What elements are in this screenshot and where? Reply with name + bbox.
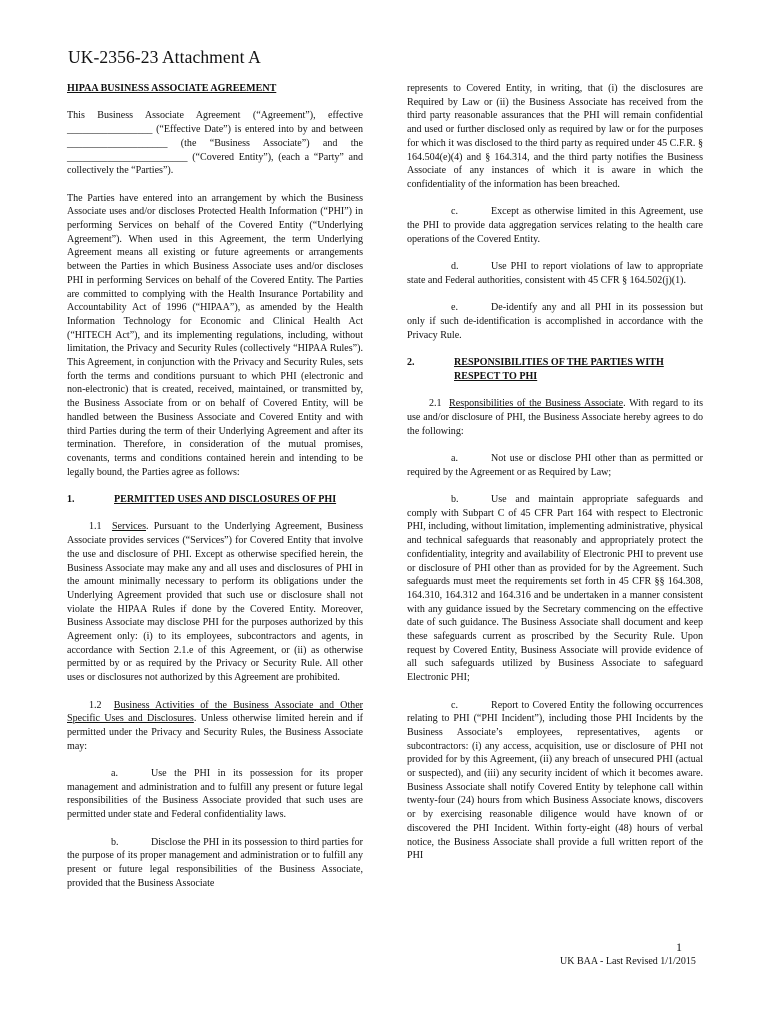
intro-paragraph: This Business Associate Agreement (“Agreement”), effective _________________ (“Effective Date”) is entered into by and between ____________________ (the “Business Associate”) and the ________________________ (“Covered Entity”), (each a “Party” and collectively the “Parties”). bbox=[67, 110, 363, 177]
section-1-2-body: . Unless otherwise limited herein and if permitted under the Privacy and Security Rules, the Business Associate may: bbox=[67, 713, 364, 752]
section-1-1-title: Services bbox=[111, 521, 146, 533]
left-column bbox=[67, 82, 363, 904]
section-2-1-body: . With regard to its use and/or disclosure of PHI, the Business Associate hereby agrees to do the following: bbox=[407, 398, 703, 437]
section-1-2 bbox=[67, 699, 363, 754]
clause-body: De-identify any and all PHI in its possession but only if such de-identification is accomplished in accordance with the Privacy Rule. bbox=[407, 302, 703, 341]
page-number: 1 bbox=[676, 940, 682, 954]
clause-body: Use PHI to report violations of law to appropriate state and Federal authorities, consistent with 45 CFR § 164.502(j)(1). bbox=[407, 261, 703, 286]
section-2-1 bbox=[407, 397, 703, 438]
clause-label: c. bbox=[451, 699, 458, 711]
clause-label: b. bbox=[111, 836, 119, 848]
section-1-2-title: Business Activities of the Business Associate and Other Specific Uses and Disclosures bbox=[67, 699, 364, 725]
section-2-heading bbox=[407, 356, 703, 383]
clause-1-2-b bbox=[67, 836, 363, 891]
revision-footer: UK BAA - Last Revised 1/1/2015 bbox=[560, 956, 696, 967]
section-2-1-number: 2.1 bbox=[429, 398, 442, 410]
section-1-2-number: 1.2 bbox=[89, 699, 102, 711]
clause-body: Disclose the PHI in its possession to third parties for the purpose of its proper management and administration or to fulfill any present or future legal responsibilities of the Business Associate, provided that the Business Associate bbox=[67, 836, 363, 889]
clause-1-2-c bbox=[407, 205, 703, 246]
section-1-1 bbox=[67, 520, 363, 684]
clause-1-2-a bbox=[67, 767, 363, 822]
clause-1-2-d bbox=[407, 260, 703, 287]
clause-label: a. bbox=[111, 768, 118, 780]
clause-1-2-b-continued: represents to Covered Entity, in writing, that (i) the disclosures are Required by Law or (ii) the Business Associate has received from the third party reasonable assurances that the PHI will remain confidential and used or further disclosed only as required by law or for the purposes for which it was disclosed to the third party as required under 45 C.F.R. § 164.504(e)(4) and § 164.314, and the third party notifies the Business Associate of any instances of which it is aware in which the confidentiality of the information has been breached. bbox=[407, 83, 703, 190]
document-title: UK-2356-23 Attachment A bbox=[68, 47, 261, 67]
section-2-number: 2. bbox=[407, 357, 415, 368]
recital-paragraph: The Parties have entered into an arrangement by which the Business Associate uses and/or discloses Protected Health Information (“PHI”) in performing Services on behalf of the Covered Entity (“Underlying Agreement”). When used in this Agreement, the term Underlying Agreement means all existing or future agreements or arrangements between the Parties in which Business Associate uses and/or discloses PHI in performing Services on behalf of the Covered Entity. The Parties are committed to complying with the Health Insurance Portability and Accountability Act of 1996 (“HIPAA”), as amended by the Health Information Technology for Economic and Clinical Health Act (“HITECH Act”), and its implementing regulations, including, without limitation, the Privacy and Security Rules (collectively “HIPAA Rules”). This Agreement, in conjunction with the Privacy and Security Rules, sets forth the terms and conditions pursuant to which PHI (electronic and non-electronic) that is created, received, maintained, or transmitted by, the Business Associate from or on behalf of Covered Entity, will be handled between the Business Associate and Covered Entity and with third Parties during the term of their Underlying Agreement and after its termination. Therefore, in consideration of the mutual promises, covenants, terms and conditions contained herein and intending to be legally bound, the Parties agree as follows: bbox=[67, 192, 363, 478]
section-1-1-body: . Pursuant to the Underlying Agreement, Business Associate provides services (“Services”) for Covered Entity that involve the use and disclosure of PHI. Except as otherwise specified herein, the Business Associate may make any and all uses and disclosures of PHI in the amount minimally necessary to perform its obligations under the Underlying Agreement provided that such use or disclosure shall not violate the HIPAA Rules if done by the Covered Entity. Moreover, Business Associate may disclose PHI for the purposes authorized by this Agreement only: (i) to its employees, subcontractors and agents, in accordance with Section 2.1.e of this Agreement, or (ii) as otherwise permitted by or as required by the Privacy or Security Rule. All other uses or disclosures not authorized by this Agreement are prohibited. bbox=[67, 521, 363, 684]
clause-label: e. bbox=[451, 302, 458, 314]
agreement-heading: HIPAA BUSINESS ASSOCIATE AGREEMENT bbox=[67, 83, 277, 94]
clause-2-1-c bbox=[407, 699, 703, 863]
clause-label: d. bbox=[451, 261, 459, 273]
right-column bbox=[407, 82, 703, 877]
clause-body: Use the PHI in its possession for its proper management and administration and to fulfill any present or future legal responsibilities of the Business Associate provided that such uses are permitted under state and Federal confidentiality laws. bbox=[67, 768, 363, 821]
clause-1-2-e bbox=[407, 301, 703, 342]
clause-label: a. bbox=[451, 452, 458, 464]
clause-body: Not use or disclose PHI other than as permitted or required by the Agreement or as Required by Law; bbox=[407, 452, 703, 478]
section-1-heading bbox=[67, 493, 363, 507]
clause-label: c. bbox=[451, 206, 458, 218]
clause-2-1-a bbox=[407, 452, 703, 479]
clause-body: Use and maintain appropriate safeguards and comply with Subpart C of 45 CFR Part 164 with respect to Electronic PHI, including, without limitation, implementing administrative, physical and technical safeguards that reasonably and appropriately protect the confidentiality, integrity and availability of Electronic PHI to prevent use or disclosure of PHI other than as provided for by the Agreement. Such safeguards must meet the requirements set forth in 45 CFR §§ 164.308, 164.310, 164.312 and 164.316 and be undertaken in a manner consistent with any guidance issued by the Secretary commencing on the effective date of such guidance. The Business Associate shall document and keep these safeguards current as proscribed by the Security Rule. Upon request by Covered Entity, Business Associate will provide evidence of all such safeguards utilized by Business Associate to safeguard Electronic PHI; bbox=[407, 493, 703, 684]
section-1-1-number: 1.1 bbox=[89, 521, 102, 533]
section-2-title: RESPONSIBILITIES OF THE PARTIES WITH RESPECT TO PHI bbox=[454, 357, 664, 382]
clause-body: Except as otherwise limited in this Agreement, use the PHI to provide data aggregation services relating to the health care operations of the Covered Entity. bbox=[407, 206, 703, 245]
section-1-title: PERMITTED USES AND DISCLOSURES OF PHI bbox=[114, 494, 337, 506]
clause-2-1-b bbox=[407, 493, 703, 685]
clause-body: Report to Covered Entity the following occurrences relating to PHI (“PHI Incident”), including those PHI Incidents by the Business Associate’s employees, representatives, agents or subcontractors: (i) any access, acquisition, use or disclosure of PHI not provided for by this Agreement, (ii) any breach of unsecured PHI (actual or suspected), and (iii) any security incident of which it becomes aware. Business Associate shall notify Covered Entity by telephone call within twenty-four (24) hours from which Business Associate knows, discovers or by exercising reasonable diligence would have known of or discovered the PHI Incident. Within forty-eight (48) hours of verbal notice, the Business Associate shall provide a full written report of the PHI bbox=[407, 699, 703, 862]
clause-label: b. bbox=[451, 493, 459, 505]
section-1-number: 1. bbox=[67, 494, 75, 506]
section-2-1-title: Responsibilities of the Business Associate bbox=[449, 398, 624, 410]
